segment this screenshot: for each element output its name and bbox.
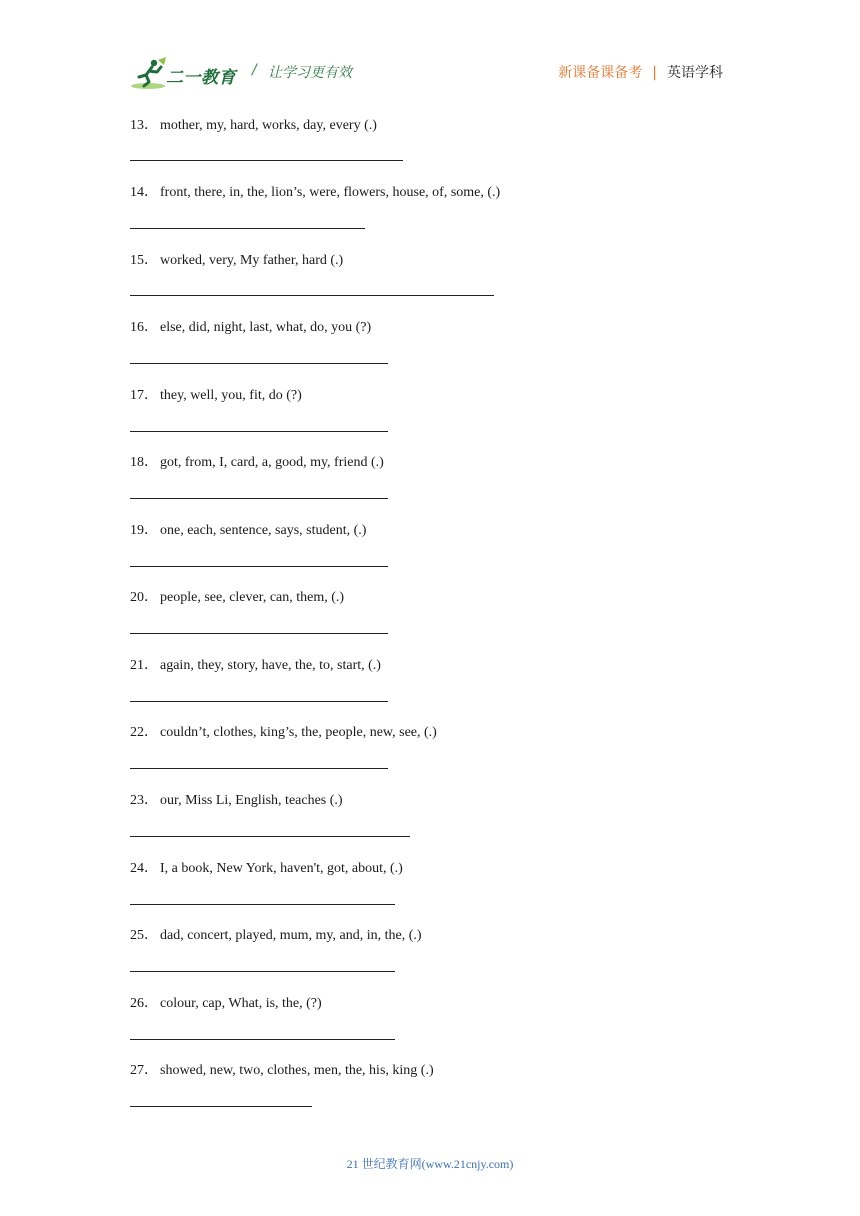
- question-words: mother, my, hard, works, day, every (.): [160, 118, 377, 133]
- question-number: 24．: [130, 861, 158, 876]
- question-number: 23．: [130, 793, 158, 808]
- answer-line[interactable]: [130, 633, 388, 634]
- question-words: else, did, night, last, what, do, you (?): [160, 320, 372, 335]
- question-words: worked, very, My father, hard (.): [160, 253, 344, 268]
- runner-logo-icon: [130, 57, 170, 91]
- answer-line[interactable]: [130, 971, 395, 972]
- question-15: [130, 249, 343, 269]
- header-right: [558, 62, 723, 82]
- answer-line[interactable]: [130, 160, 403, 161]
- question-number: 26．: [130, 996, 158, 1011]
- answer-line[interactable]: [130, 295, 494, 296]
- question-number: 18．: [130, 455, 158, 470]
- question-14: [130, 181, 500, 201]
- question-20: [130, 586, 344, 606]
- answer-line[interactable]: [130, 431, 388, 432]
- answer-line[interactable]: [130, 1039, 395, 1040]
- answer-line[interactable]: [130, 904, 395, 905]
- question-words: again, they, story, have, the, to, start, (.): [160, 658, 381, 673]
- question-words: I, a book, New York, haven't, got, about, (.): [160, 861, 403, 876]
- answer-line[interactable]: [130, 768, 388, 769]
- question-16: [130, 316, 371, 336]
- question-words: our, Miss Li, English, teaches (.): [160, 793, 343, 808]
- question-words: front, there, in, the, lion’s, were, flowers, house, of, some, (.): [160, 185, 501, 200]
- header-category: 新课备课备考: [558, 65, 643, 81]
- question-number: 14．: [130, 185, 158, 200]
- question-19: [130, 519, 366, 539]
- question-number: 17．: [130, 388, 158, 403]
- question-22: [130, 721, 437, 741]
- question-words: got, from, I, card, a, good, my, friend (.): [160, 455, 384, 470]
- question-number: 22．: [130, 725, 158, 740]
- question-25: [130, 924, 422, 944]
- question-number: 27．: [130, 1063, 158, 1078]
- slogan: 让学习更有效: [268, 65, 352, 81]
- question-13: [130, 114, 377, 134]
- question-17: [130, 384, 302, 404]
- question-23: [130, 789, 343, 809]
- question-number: 21．: [130, 658, 158, 673]
- logo-text: 二一教育: [166, 68, 236, 88]
- page-footer: 21 世纪教育网(www.21cnjy.com): [346, 1157, 514, 1171]
- header-divider: |: [652, 65, 657, 81]
- answer-line[interactable]: [130, 1106, 312, 1107]
- question-number: 20．: [130, 590, 158, 605]
- slogan-separator: /: [252, 62, 257, 78]
- answer-line[interactable]: [130, 566, 388, 567]
- question-number: 15．: [130, 253, 158, 268]
- question-18: [130, 451, 384, 471]
- answer-line[interactable]: [130, 228, 365, 229]
- question-words: colour, cap, What, is, the, (?): [160, 996, 322, 1011]
- page-header: [0, 0, 860, 100]
- answer-line[interactable]: [130, 363, 388, 364]
- logo: [130, 57, 240, 91]
- question-number: 25．: [130, 928, 158, 943]
- question-words: they, well, you, fit, do (?): [160, 388, 302, 403]
- answer-line[interactable]: [130, 498, 388, 499]
- header-subject: 英语学科: [667, 65, 723, 81]
- question-words: dad, concert, played, mum, my, and, in, the, (.): [160, 928, 422, 943]
- question-words: people, see, clever, can, them, (.): [160, 590, 345, 605]
- question-words: one, each, sentence, says, student, (.): [160, 523, 367, 538]
- question-words: couldn’t, clothes, king’s, the, people, new, see, (.): [160, 725, 437, 740]
- question-27: [130, 1059, 434, 1079]
- answer-line[interactable]: [130, 836, 410, 837]
- question-21: [130, 654, 381, 674]
- question-number: 16．: [130, 320, 158, 335]
- question-words: showed, new, two, clothes, men, the, his, king (.): [160, 1063, 434, 1078]
- question-number: 13．: [130, 118, 158, 133]
- answer-line[interactable]: [130, 701, 388, 702]
- question-number: 19．: [130, 523, 158, 538]
- question-24: [130, 857, 403, 877]
- question-26: [130, 992, 322, 1012]
